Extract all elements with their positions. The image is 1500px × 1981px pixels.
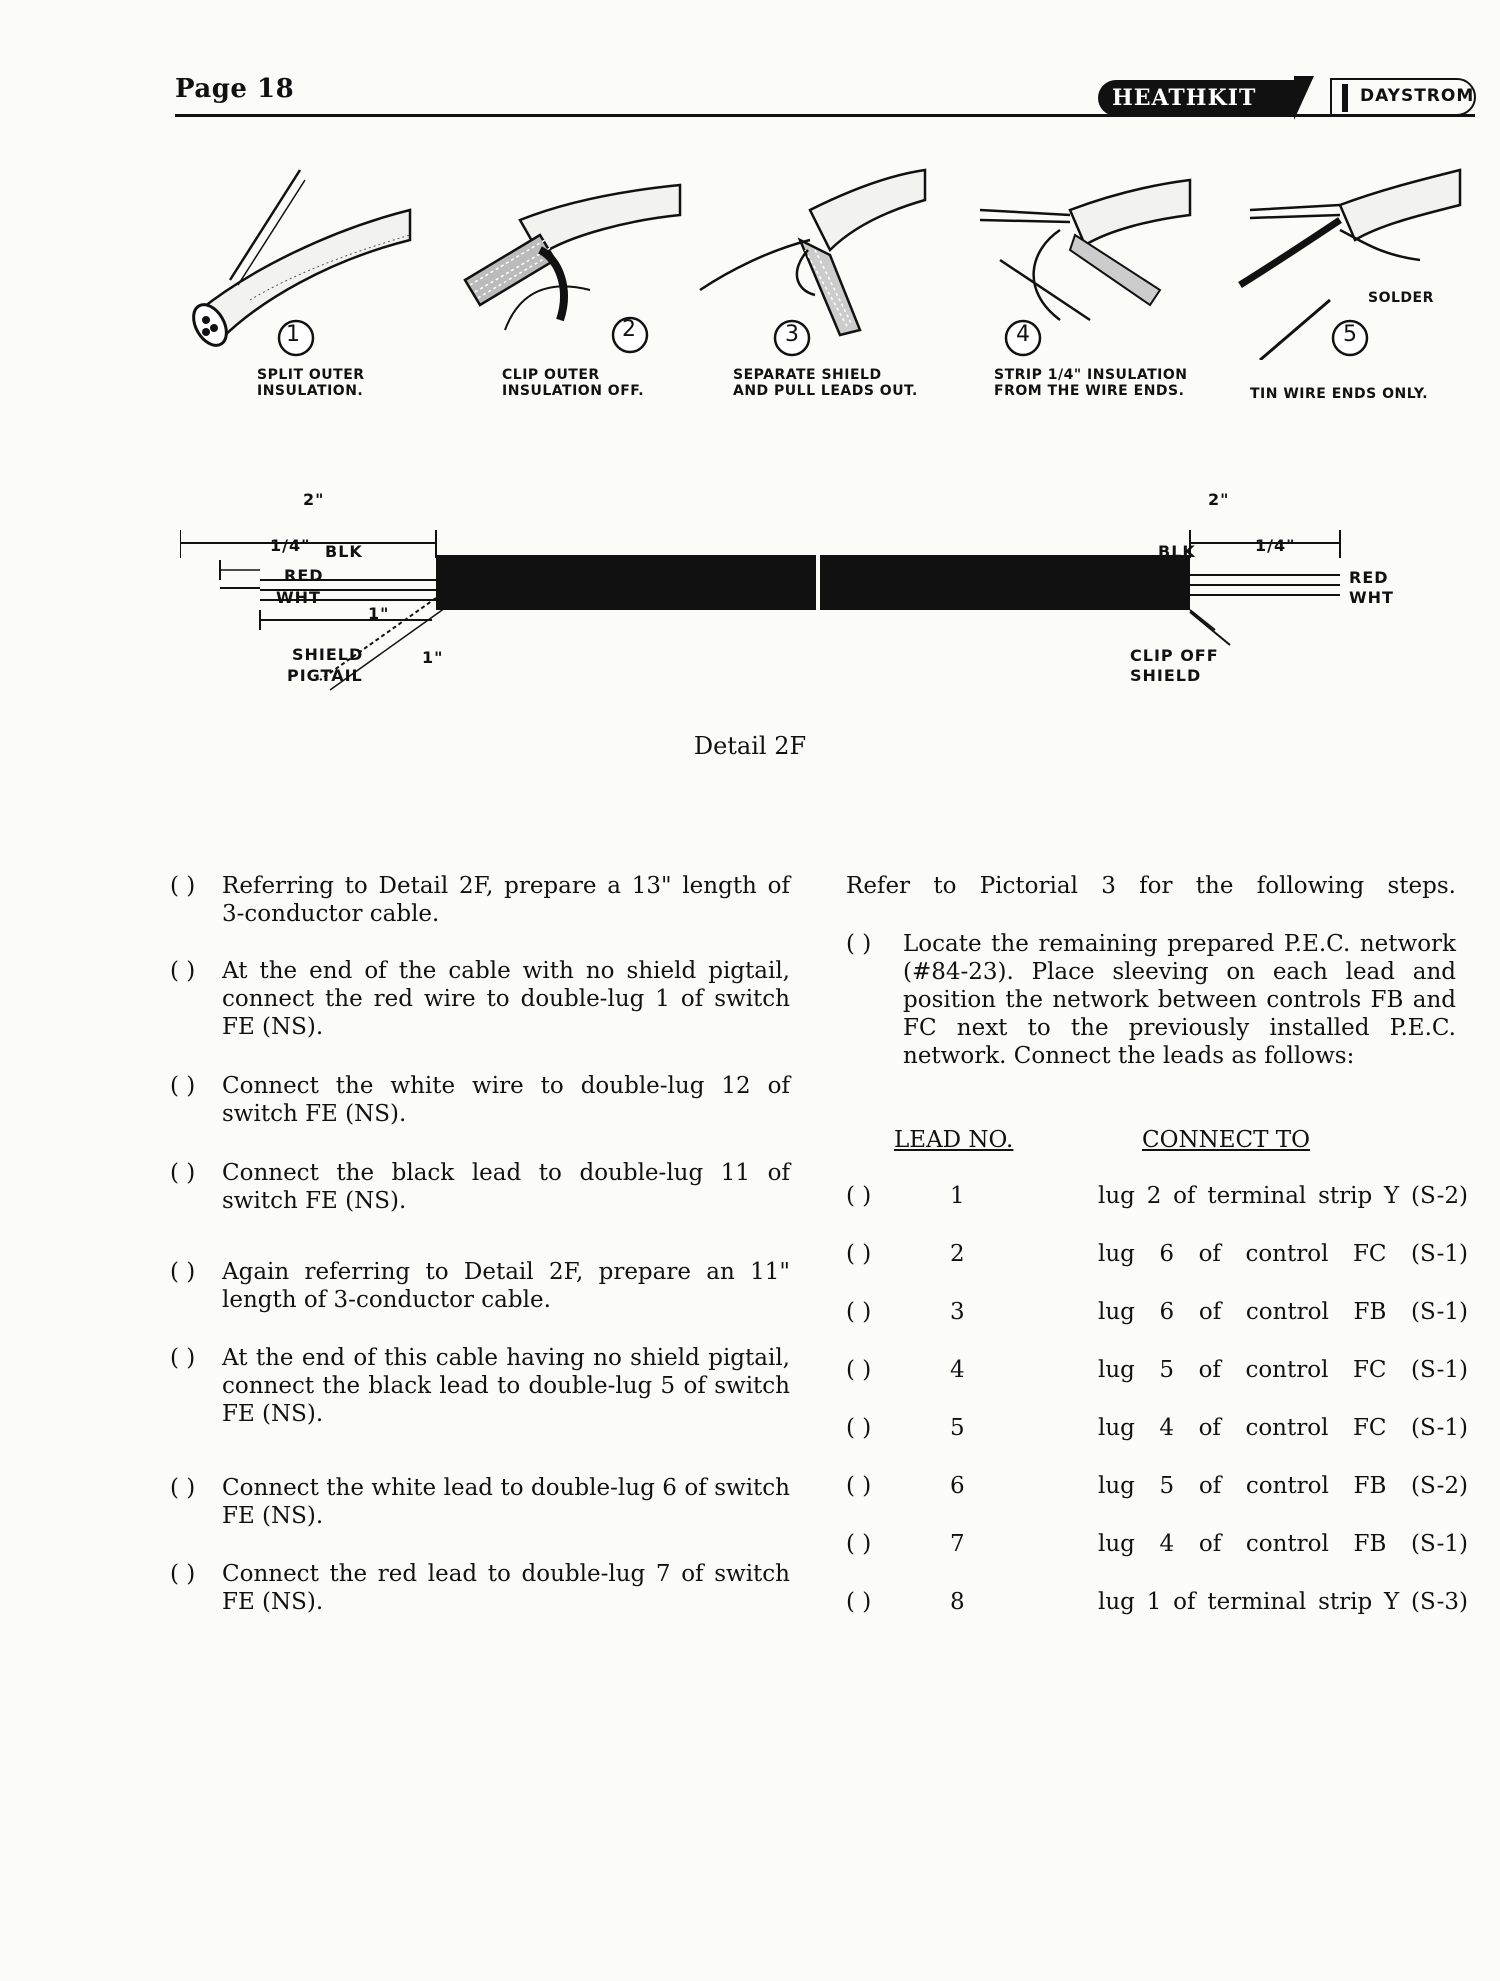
left-red-label: RED	[284, 566, 324, 585]
checkbox[interactable]: ( )	[170, 958, 196, 984]
lead-number: 7	[950, 1531, 965, 1557]
checkbox[interactable]: ( )	[846, 1589, 872, 1615]
heathkit-daystrom-logo	[1098, 76, 1478, 122]
connect-destination: lug 1 of terminal strip Y (S-3)	[1098, 1589, 1468, 1615]
logo-d-bar	[1342, 84, 1348, 112]
checkbox[interactable]: ( )	[846, 1473, 872, 1499]
step-4-caption: STRIP 1/4" INSULATION FROM THE WIRE ENDS.	[994, 367, 1188, 399]
connect-destination: lug 4 of control FC (S-1)	[1098, 1415, 1468, 1441]
lead-number: 8	[950, 1589, 965, 1615]
right-dim-2in: 2"	[1208, 490, 1230, 509]
step-text: Connect the white lead to double-lug 6 of switch FE (NS).	[222, 1475, 790, 1529]
right-wht-label: WHT	[1349, 588, 1394, 607]
step-3-illustration	[690, 160, 930, 360]
step-text: At the end of this cable having no shield pigtail, connect the black lead to double-lug 5 of switch FE (NS).	[222, 1345, 790, 1427]
step-2-illustration	[450, 180, 690, 360]
solder-label: SOLDER	[1368, 290, 1434, 306]
checkbox[interactable]: ( )	[846, 1415, 872, 1441]
step-4-number: 4	[1016, 322, 1031, 347]
left-dim-1in-diag: 1"	[422, 648, 444, 667]
shield-label: SHIELD	[292, 645, 364, 664]
lead-no-header: LEAD NO.	[894, 1127, 1014, 1153]
left-dim-2in: 2"	[303, 490, 325, 509]
step-text: Locate the remaining prepared P.E.C. network (#84-23). Place sleeving on each lead and position the network between controls FB and FC next to the previously installed P.E.C. network. Connect the leads as follows:	[903, 931, 1456, 1069]
checkbox[interactable]: ( )	[846, 1241, 872, 1267]
clip-shield-label: SHIELD	[1130, 666, 1202, 685]
step-3-caption: SEPARATE SHIELD AND PULL LEADS OUT.	[733, 367, 918, 399]
step-5-number: 5	[1343, 322, 1358, 347]
step-1-caption: SPLIT OUTER INSULATION.	[257, 367, 365, 399]
connect-to-header: CONNECT TO	[1142, 1127, 1310, 1153]
checkbox[interactable]: ( )	[846, 1183, 872, 1209]
checkbox[interactable]: ( )	[846, 1357, 872, 1383]
left-wht-label: WHT	[276, 588, 321, 607]
checkbox[interactable]: ( )	[846, 931, 872, 957]
step-3-number: 3	[785, 322, 800, 347]
logo-company: DAYSTROM	[1360, 86, 1475, 106]
checkbox[interactable]: ( )	[170, 1475, 196, 1501]
step-5-caption: TIN WIRE ENDS ONLY.	[1250, 386, 1429, 402]
connect-destination: lug 5 of control FB (S-2)	[1098, 1473, 1468, 1499]
step-2-caption: CLIP OUTER INSULATION OFF.	[502, 367, 645, 399]
right-red-label: RED	[1349, 568, 1389, 587]
checkbox[interactable]: ( )	[170, 1561, 196, 1587]
step-1-number: 1	[286, 322, 301, 347]
connect-destination: lug 6 of control FB (S-1)	[1098, 1299, 1468, 1325]
checkbox[interactable]: ( )	[846, 1531, 872, 1557]
left-blk-label: BLK	[325, 542, 363, 561]
checkbox[interactable]: ( )	[170, 1073, 196, 1099]
connect-destination: lug 4 of control FB (S-1)	[1098, 1531, 1468, 1557]
right-blk-label: BLK	[1158, 542, 1196, 561]
step-text: Connect the red lead to double-lug 7 of switch FE (NS).	[222, 1561, 790, 1615]
logo-slash	[1294, 76, 1314, 120]
detail-title: Detail 2F	[693, 732, 807, 760]
lead-number: 2	[950, 1241, 965, 1267]
checkbox[interactable]: ( )	[846, 1299, 872, 1325]
step-1-illustration	[190, 160, 420, 360]
lead-number: 5	[950, 1415, 965, 1441]
checkbox[interactable]: ( )	[170, 1345, 196, 1371]
step-text: Again referring to Detail 2F, prepare an 11" length of 3-conductor cable.	[222, 1259, 790, 1313]
logo-by: by	[1276, 84, 1295, 102]
right-dim-quarter: 1/4"	[1255, 536, 1296, 555]
checkbox[interactable]: ( )	[170, 1259, 196, 1285]
step-text: At the end of the cable with no shield pigtail, connect the red wire to double-lug 1 of switch FE (NS).	[222, 958, 790, 1040]
step-text: Referring to Detail 2F, prepare a 13" length of 3-conductor cable.	[222, 873, 790, 927]
step-2-number: 2	[622, 317, 637, 342]
lead-number: 6	[950, 1473, 965, 1499]
left-dim-1in: 1"	[368, 604, 390, 623]
connect-destination: lug 6 of control FC (S-1)	[1098, 1241, 1468, 1267]
lead-number: 4	[950, 1357, 965, 1383]
checkbox[interactable]: ( )	[170, 873, 196, 899]
page-number: Page 18	[175, 74, 295, 104]
step-text: Connect the white wire to double-lug 12 of switch FE (NS).	[222, 1073, 790, 1127]
clip-off-label: CLIP OFF	[1130, 646, 1219, 665]
logo-brand: HEATHKIT	[1098, 80, 1294, 116]
intro-text	[846, 872, 1466, 900]
checkbox[interactable]: ( )	[170, 1160, 196, 1186]
step-4-illustration	[960, 160, 1200, 360]
lead-number: 3	[950, 1299, 965, 1325]
intro-line: Refer to Pictorial 3 for the following steps.	[846, 873, 1456, 899]
detail-2f-drawing	[180, 480, 1420, 710]
step-text: Connect the black lead to double-lug 11 of switch FE (NS).	[222, 1160, 790, 1214]
left-dim-quarter: 1/4"	[270, 536, 311, 555]
connect-destination: lug 5 of control FC (S-1)	[1098, 1357, 1468, 1383]
connect-destination: lug 2 of terminal strip Y (S-2)	[1098, 1183, 1468, 1209]
pigtail-label: PIGTAIL	[287, 666, 363, 685]
lead-number: 1	[950, 1183, 965, 1209]
